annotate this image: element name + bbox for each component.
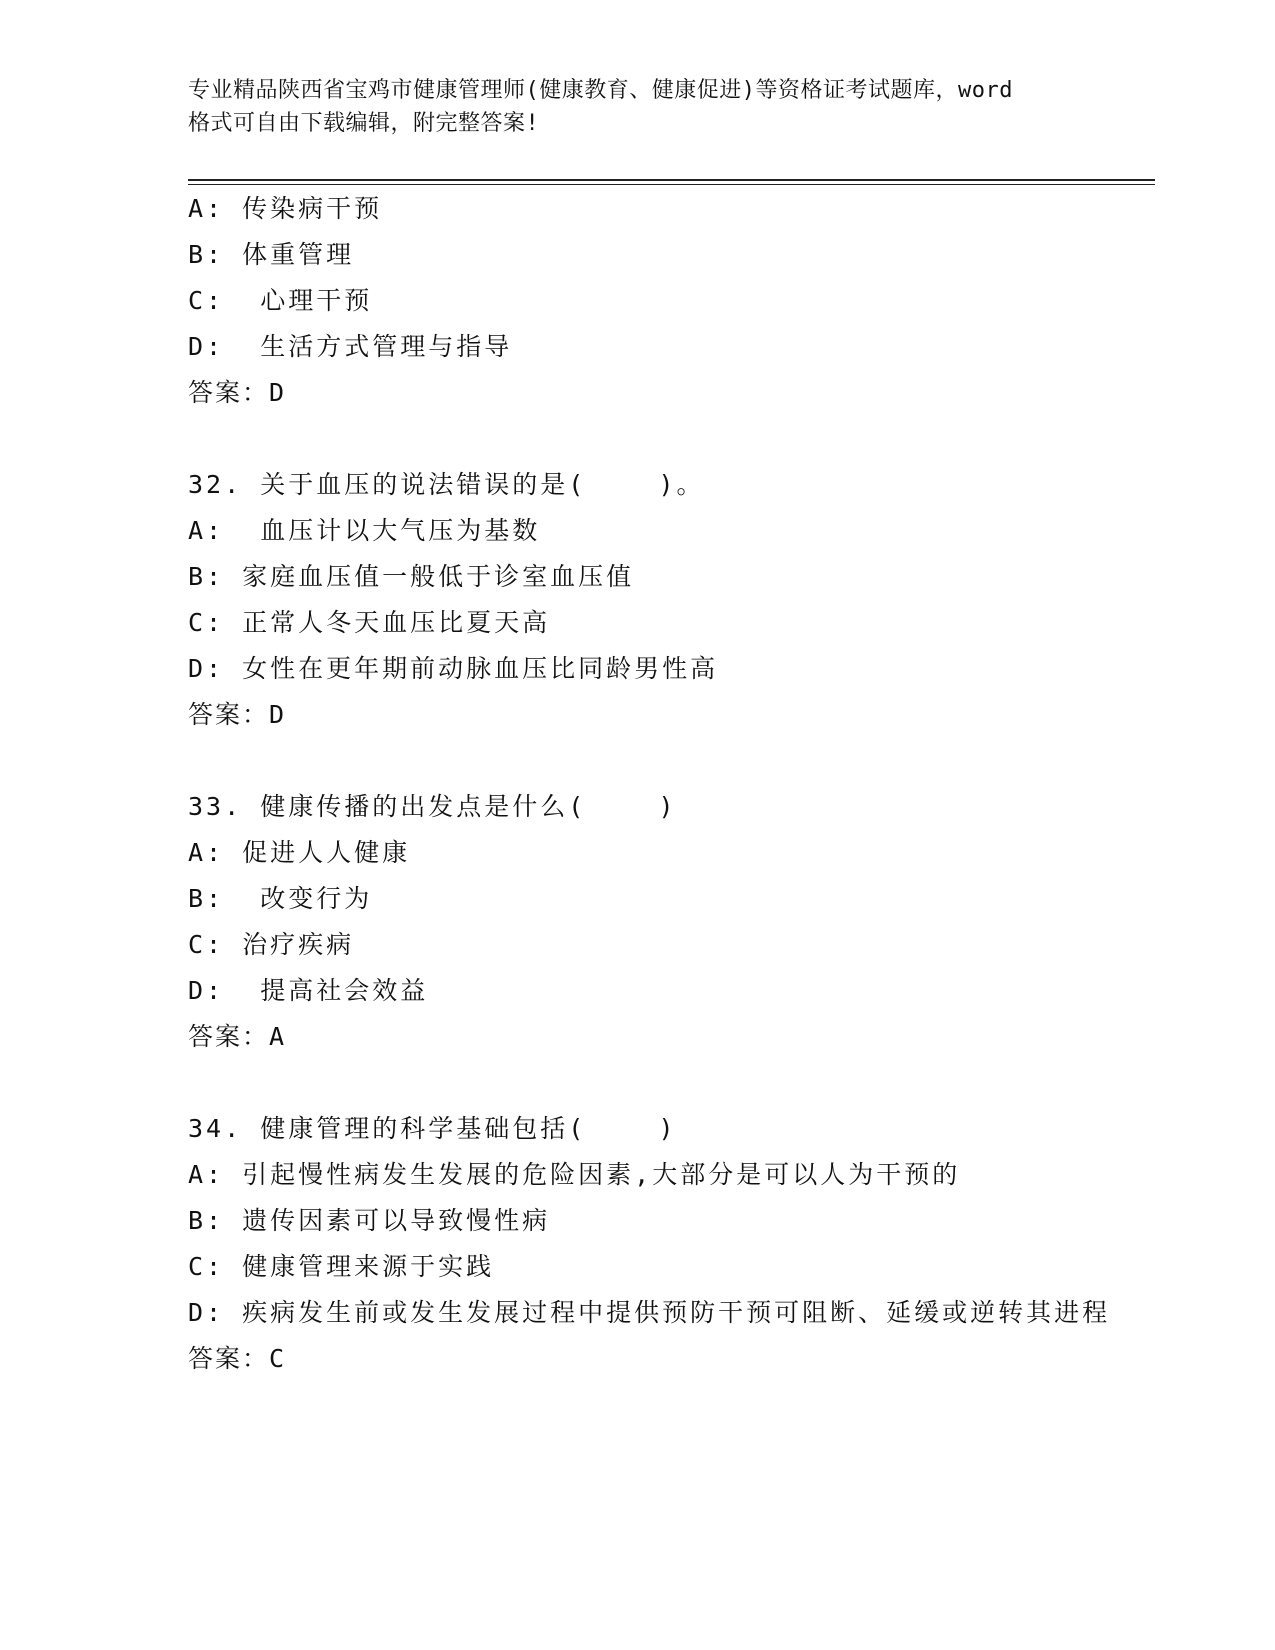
- question-block: [188, 784, 1148, 1060]
- header-divider-thin: [188, 184, 1155, 185]
- answer-value: D: [269, 378, 286, 407]
- document-header: [188, 74, 1088, 140]
- header-divider-thick: [188, 179, 1155, 181]
- question-stem: 34. 健康管理的科学基础包括( ): [188, 1114, 677, 1143]
- option-c: C: 正常人冬天血压比夏天高: [188, 608, 551, 637]
- question-stem: 32. 关于血压的说法错误的是( )。: [188, 470, 705, 499]
- option-c: C: 健康管理来源于实践: [188, 1252, 495, 1281]
- answer-line: [188, 692, 1148, 738]
- answer-line: [188, 1014, 1148, 1060]
- option-b: B: 家庭血压值一般低于诊室血压值: [188, 562, 635, 591]
- question-block: [188, 462, 1148, 738]
- answer-line: [188, 370, 1148, 416]
- option-a: A: 传染病干预: [188, 194, 383, 223]
- answer-value: C: [269, 1344, 286, 1373]
- option-a: A: 引起慢性病发生发展的危险因素,大部分是可以人为干预的: [188, 1160, 961, 1189]
- answer-label: 答案：: [188, 700, 270, 729]
- option-a: A: 促进人人健康: [188, 838, 411, 867]
- option-c: C: 治疗疾病: [188, 930, 355, 959]
- header-line-2: 格式可自由下载编辑，附完整答案!: [188, 111, 540, 136]
- option-a: A: 血压计以大气压为基数: [188, 516, 541, 545]
- option-d: D: 疾病发生前或发生发展过程中提供预防干预可阻断、延缓或逆转其进程: [188, 1298, 1111, 1327]
- option-d: D: 生活方式管理与指导: [188, 332, 513, 361]
- answer-value: D: [269, 700, 286, 729]
- answer-label: 答案：: [188, 1022, 270, 1051]
- option-d: D: 女性在更年期前动脉血压比同龄男性高: [188, 654, 719, 683]
- answer-label: 答案：: [188, 378, 270, 407]
- answer-label: 答案：: [188, 1344, 270, 1373]
- option-b: B: 改变行为: [188, 884, 373, 913]
- question-list: [188, 186, 1148, 1382]
- question-block: [188, 186, 1148, 416]
- option-c: C: 心理干预: [188, 286, 373, 315]
- option-d: D: 提高社会效益: [188, 976, 429, 1005]
- header-line-1: 专业精品陕西省宝鸡市健康管理师(健康教育、健康促进)等资格证考试题库，word: [188, 78, 1013, 103]
- answer-value: A: [269, 1022, 286, 1051]
- option-b: B: 遗传因素可以导致慢性病: [188, 1206, 551, 1235]
- question-stem: 33. 健康传播的出发点是什么( ): [188, 792, 677, 821]
- question-block: [188, 1106, 1148, 1382]
- option-b: B: 体重管理: [188, 240, 355, 269]
- answer-line: [188, 1336, 1148, 1382]
